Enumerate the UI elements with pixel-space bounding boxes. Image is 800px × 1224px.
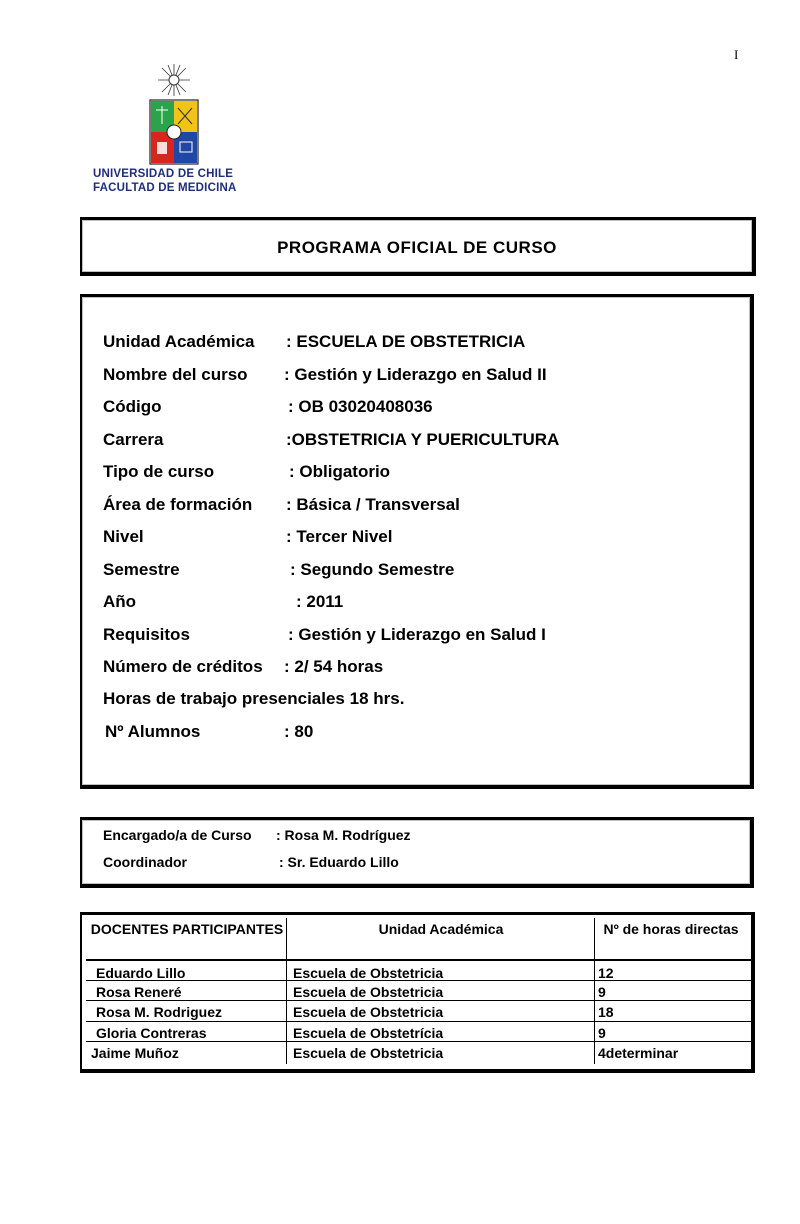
info-label: Nivel: [103, 527, 144, 546]
info-value: : Básica / Transversal: [286, 495, 460, 514]
docente-horas: 9: [598, 984, 606, 1000]
coordinador-row: [103, 854, 399, 870]
faculty-name: FACULTAD DE MEDICINA: [93, 182, 237, 194]
info-label: Tipo de curso: [103, 462, 215, 481]
info-value: : Obligatorio: [289, 462, 391, 481]
header-divider: [86, 959, 751, 961]
docente-name: Eduardo Lillo: [96, 965, 186, 981]
coordinador-value: : Sr. Eduardo Lillo: [279, 854, 399, 870]
info-value: : 2011: [296, 592, 344, 611]
info-value: : ESCUELA DE OBSTETRICIA: [286, 332, 526, 351]
column-divider: [594, 918, 595, 1064]
info-value: : Gestión y Liderazgo en Salud II: [284, 365, 547, 384]
info-value: :OBSTETRICIA Y PUERICULTURA: [286, 430, 560, 449]
info-label: Unidad Académica: [103, 332, 255, 351]
docente-unidad: Escuela de Obstetricia: [293, 965, 444, 981]
info-label: Requisitos: [103, 625, 190, 644]
column-divider: [286, 918, 287, 1064]
university-name: UNIVERSIDAD DE CHILE: [93, 168, 234, 180]
docente-horas: 12: [598, 965, 614, 981]
info-value: : Tercer Nivel: [286, 527, 393, 546]
course-info-box: [80, 294, 754, 789]
docente-horas: 18: [598, 1004, 614, 1020]
encargado-label: Encargado/a de Curso: [103, 827, 252, 843]
row-divider: [86, 1041, 751, 1042]
info-label: Semestre: [103, 560, 180, 579]
encargado-row: [103, 827, 411, 843]
docente-name: Gloria Contreras: [96, 1025, 207, 1041]
row-divider: [86, 1021, 751, 1022]
docente-unidad: Escuela de Obstetricia: [293, 1004, 444, 1020]
page-title: PROGRAMA OFICIAL DE CURSO: [277, 238, 557, 257]
title-box: [80, 217, 756, 276]
docente-unidad: Escuela de Obstetrícia: [293, 1025, 444, 1041]
info-value: : 80: [284, 722, 314, 741]
encargado-value: : Rosa M. Rodríguez: [276, 827, 411, 843]
info-value: : Gestión y Liderazgo en Salud I: [288, 625, 546, 644]
docente-name: Rosa M. Rodriguez: [96, 1004, 223, 1020]
info-label: Carrera: [103, 430, 164, 449]
info-label: Número de créditos: [103, 657, 263, 676]
info-label: Nº Alumnos: [105, 722, 201, 741]
header-unidad-academica: Unidad Académica: [378, 921, 504, 937]
docentes-table: [80, 912, 755, 1073]
docente-unidad: Escuela de Obstetricia: [293, 984, 444, 1000]
info-value: : Segundo Semestre: [290, 560, 455, 579]
info-label: Horas de trabajo presenciales 18 hrs.: [103, 689, 405, 708]
docente-unidad: Escuela de Obstetricia: [293, 1045, 444, 1061]
university-crest-logo: [148, 62, 200, 166]
info-label: Área de formación: [103, 495, 253, 514]
info-label: Código: [103, 397, 162, 416]
info-row-alumnos: [105, 722, 314, 802]
course-staff-box: [80, 817, 754, 888]
docente-horas: 4determinar: [598, 1045, 679, 1061]
institution-name: [93, 167, 236, 195]
info-value: : 2/ 54 horas: [284, 657, 384, 676]
docente-name: Rosa Reneré: [96, 984, 182, 1000]
header-docentes: DOCENTES PARTICIPANTES: [90, 921, 284, 937]
info-value: : OB 03020408036: [288, 397, 433, 416]
header-horas: Nº de horas directas: [603, 921, 739, 937]
docente-horas: 9: [598, 1025, 606, 1041]
info-label: Nombre del curso: [103, 365, 248, 384]
docente-name: Jaime Muñoz: [91, 1045, 179, 1061]
coordinador-label: Coordinador: [103, 854, 187, 870]
info-label: Año: [103, 592, 137, 611]
page-number: I: [734, 47, 739, 62]
row-divider: [86, 1000, 751, 1001]
